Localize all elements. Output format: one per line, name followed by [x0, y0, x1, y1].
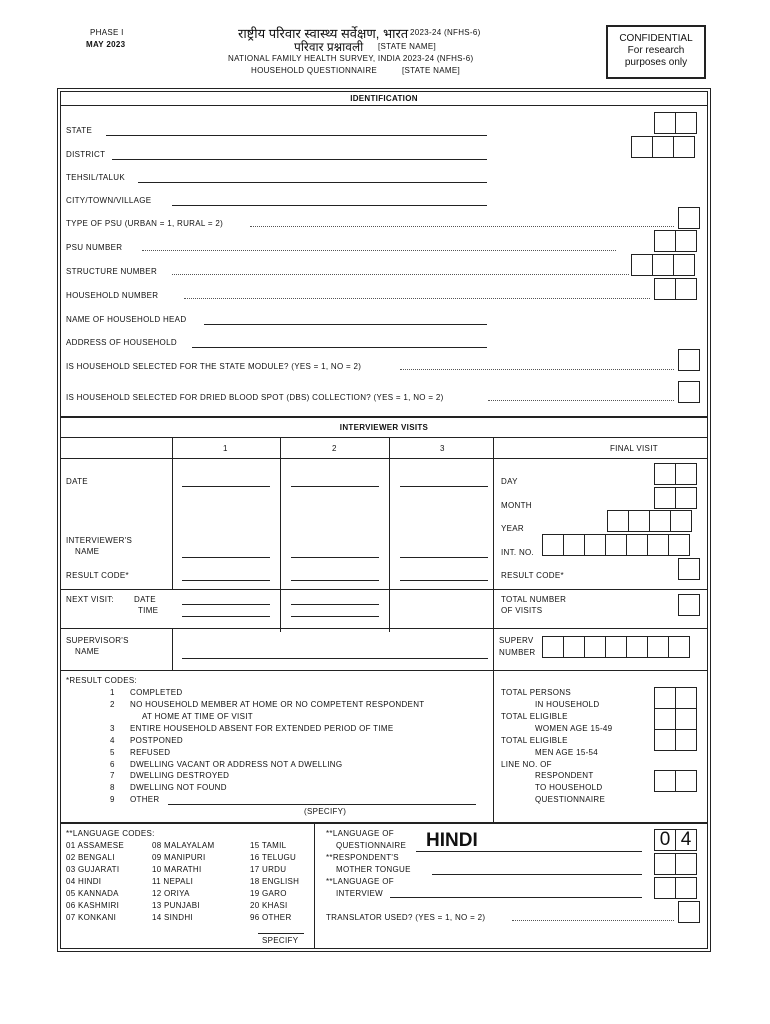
total-persons-boxes[interactable] [655, 687, 697, 709]
line-no-boxes[interactable] [655, 770, 697, 792]
visit-1-next-time[interactable] [182, 616, 270, 617]
mother-tongue-label: **RESPONDENT'S [326, 853, 399, 862]
state-field[interactable] [106, 135, 487, 136]
language-code: 02 BENGALI [66, 853, 115, 862]
psu-type-box[interactable] [679, 207, 700, 229]
language-code: 11 NEPALI [152, 877, 194, 886]
supervisor-divider [172, 628, 173, 670]
household-head-label: NAME OF HOUSEHOLD HEAD [66, 315, 187, 324]
result-code-num: 1 [110, 688, 115, 697]
next-visit-label: NEXT VISIT: [66, 595, 115, 604]
line-no-label-4: QUESTIONNAIRE [535, 795, 606, 804]
state-label: STATE [66, 126, 93, 135]
supervisor-name-field[interactable] [182, 658, 488, 659]
language-code: 13 PUNJABI [152, 901, 200, 910]
final-visit-header: FINAL VISIT [610, 444, 658, 453]
state-name-placeholder: [STATE NAME] [378, 42, 436, 51]
confidential-box [606, 25, 706, 79]
total-women-boxes[interactable] [655, 708, 697, 730]
final-int-no-boxes[interactable] [543, 534, 690, 556]
final-month-boxes[interactable] [655, 487, 697, 509]
visit-2-date[interactable] [291, 486, 379, 487]
questionnaire-language-field[interactable] [416, 851, 642, 852]
state-name-placeholder-2: [STATE NAME] [402, 66, 460, 75]
phase-label: PHASE I [90, 28, 124, 37]
english-title: NATIONAL FAMILY HEALTH SURVEY, INDIA 2023-24 (NFHS-6) [228, 54, 474, 63]
hindi-title: राष्ट्रीय परिवार स्वास्थ्य सर्वेक्षण, भारत [238, 26, 409, 41]
visit-2-next-time[interactable] [291, 616, 379, 617]
mother-tongue-code-boxes[interactable] [655, 853, 697, 875]
result-code-num: 7 [110, 771, 115, 780]
result-code-text: REFUSED [130, 748, 171, 757]
supervisor-name-label: SUPERVISOR'S [66, 636, 129, 645]
district-label: DISTRICT [66, 150, 106, 159]
state-module-label: IS HOUSEHOLD SELECTED FOR THE STATE MODULE? (YES = 1, NO = 2) [66, 362, 362, 371]
visits-row-rule-1 [60, 589, 708, 590]
total-visits-label: TOTAL NUMBER [501, 595, 567, 604]
interviewer-name-label: INTERVIEWER'S [66, 536, 133, 545]
visits-divider-2 [280, 438, 281, 632]
household-number-label: HOUSEHOLD NUMBER [66, 291, 159, 300]
visits-row-rule-2 [60, 628, 708, 629]
confidential-label: CONFIDENTIAL [619, 33, 693, 44]
household-head-field[interactable] [204, 324, 487, 325]
total-men-boxes[interactable] [655, 729, 697, 751]
state-module-leader [400, 369, 674, 370]
final-result-label: RESULT CODE* [501, 571, 564, 580]
language-code: 12 ORIYA [152, 889, 190, 898]
superv-number-label-2: NUMBER [499, 648, 536, 657]
total-persons-label-2: IN HOUSEHOLD [535, 700, 600, 709]
mother-tongue-label-2: MOTHER TONGUE [336, 865, 411, 874]
questionnaire-language-label-2: QUESTIONNAIRE [336, 841, 407, 850]
household-number-leader [184, 298, 650, 299]
mother-tongue-field[interactable] [432, 874, 642, 875]
result-code-text: OTHER [130, 795, 160, 804]
tehsil-field[interactable] [138, 182, 487, 183]
result-code-text: DWELLING VACANT OR ADDRESS NOT A DWELLING [130, 760, 343, 769]
result-code-num: 2 [110, 700, 115, 709]
language-code: 20 KHASI [250, 901, 288, 910]
result-code-text: AT HOME AT TIME OF VISIT [142, 712, 253, 721]
language-code: 04 HINDI [66, 877, 102, 886]
questionnaire-language-code-boxes[interactable] [655, 829, 697, 851]
psu-number-leader [142, 250, 616, 251]
language-code: 07 KONKANI [66, 913, 117, 922]
translator-leader [512, 920, 674, 921]
address-label: ADDRESS OF HOUSEHOLD [66, 338, 177, 347]
visits-row-rule-3 [60, 670, 708, 671]
questionnaire-language-value[interactable]: HINDI [426, 830, 478, 851]
visit-1-interviewer[interactable] [182, 557, 270, 558]
next-visit-time-label: TIME [138, 606, 159, 615]
result-code-text: POSTPONED [130, 736, 183, 745]
tehsil-label: TEHSIL/TALUK [66, 173, 126, 182]
confidential-line-3: purposes only [624, 57, 688, 68]
visit-3-interviewer[interactable] [400, 557, 488, 558]
district-code-boxes[interactable] [632, 136, 695, 158]
dbs-label: IS HOUSEHOLD SELECTED FOR DRIED BLOOD SPOT (DBS) COLLECTION? (YES = 1, NO = 2) [66, 393, 444, 402]
structure-number-label: STRUCTURE NUMBER [66, 267, 158, 276]
visit-2-next-date[interactable] [291, 604, 379, 605]
district-field[interactable] [112, 159, 487, 160]
result-code-num: 3 [110, 724, 115, 733]
result-code-text: ENTIRE HOUSEHOLD ABSENT FOR EXTENDED PERIOD OF TIME [130, 724, 394, 733]
final-int-no-label: INT. NO. [501, 548, 535, 557]
hindi-year: 2023-24 (NFHS-6) [410, 28, 481, 37]
visit-2-result[interactable] [291, 580, 379, 581]
language-code: 16 TELUGU [250, 853, 297, 862]
date-label: DATE [66, 477, 88, 486]
interview-language-field[interactable] [390, 897, 642, 898]
questionnaire-language-code-2[interactable]: 4 [675, 829, 697, 851]
supervisor-name-label-2: NAME [75, 647, 100, 656]
interview-language-label: **LANGUAGE OF [326, 877, 394, 886]
questionnaire-language-code-1[interactable]: 0 [654, 829, 676, 851]
visit-1-date[interactable] [182, 486, 270, 487]
language-code: 03 GUJARATI [66, 865, 120, 874]
total-men-label: TOTAL ELIGIBLE [501, 736, 568, 745]
translator-label: TRANSLATOR USED? (YES = 1, NO = 2) [326, 913, 486, 922]
language-code: 17 URDU [250, 865, 287, 874]
result-specify-label: (SPECIFY) [304, 807, 347, 816]
final-day-boxes[interactable] [655, 463, 697, 485]
other-language-specify-field[interactable] [258, 933, 304, 934]
total-visits-box[interactable] [679, 594, 700, 616]
other-result-specify-field[interactable] [168, 804, 476, 805]
total-women-label: TOTAL ELIGIBLE [501, 712, 568, 721]
state-module-box[interactable] [679, 349, 700, 371]
state-code-boxes[interactable] [655, 112, 697, 134]
superv-number-label: SUPERV [499, 636, 534, 645]
visit-col-3: 3 [440, 444, 445, 453]
next-visit-date-label: DATE [134, 595, 156, 604]
visit-col-1: 1 [223, 444, 228, 453]
language-code: 15 TAMIL [250, 841, 287, 850]
visits-col-header-rule [60, 458, 708, 459]
total-visits-label-2: OF VISITS [501, 606, 543, 615]
questionnaire-language-label: **LANGUAGE OF [326, 829, 394, 838]
result-code-num: 9 [110, 795, 115, 804]
final-day-label: DAY [501, 477, 518, 486]
household-number-boxes[interactable] [655, 278, 697, 300]
interview-language-label-2: INTERVIEW [336, 889, 384, 898]
visits-divider-3 [389, 438, 390, 632]
total-men-label-2: MEN AGE 15-54 [535, 748, 599, 757]
language-code: 18 ENGLISH [250, 877, 300, 886]
language-code: 19 GARO [250, 889, 287, 898]
result-code-num: 5 [110, 748, 115, 757]
language-code: 10 MARATHI [152, 865, 202, 874]
total-persons-label: TOTAL PERSONS [501, 688, 571, 697]
result-code-num: 4 [110, 736, 115, 745]
hindi-subtitle: परिवार प्रश्नावली [294, 40, 364, 54]
total-women-label-2: WOMEN AGE 15-49 [535, 724, 613, 733]
final-year-label: YEAR [501, 524, 524, 533]
visit-3-result[interactable] [400, 580, 488, 581]
dbs-leader [488, 400, 674, 401]
address-field[interactable] [192, 347, 487, 348]
language-code: 01 ASSAMESE [66, 841, 124, 850]
line-no-label-3: TO HOUSEHOLD [535, 783, 603, 792]
psu-type-leader [250, 226, 674, 227]
language-specify-label: SPECIFY [262, 936, 299, 945]
language-code: 06 KASHMIRI [66, 901, 120, 910]
result-code-label: RESULT CODE* [66, 571, 129, 580]
result-code-text: DWELLING DESTROYED [130, 771, 230, 780]
interview-language-code-boxes[interactable] [655, 877, 697, 899]
visits-header: INTERVIEWER VISITS [60, 416, 708, 438]
language-codes-title: **LANGUAGE CODES: [66, 829, 155, 838]
result-code-num: 6 [110, 760, 115, 769]
phase-date: MAY 2023 [86, 40, 126, 49]
result-code-num: 8 [110, 783, 115, 792]
visits-divider-final [493, 438, 494, 822]
language-code: 96 OTHER [250, 913, 292, 922]
identification-header: IDENTIFICATION [60, 91, 708, 106]
visit-3-date[interactable] [400, 486, 488, 487]
psu-number-label: PSU NUMBER [66, 243, 123, 252]
visit-2-interviewer[interactable] [291, 557, 379, 558]
visits-divider-1 [172, 438, 173, 589]
structure-number-boxes[interactable] [632, 254, 695, 276]
languages-divider [314, 823, 315, 949]
visit-1-result[interactable] [182, 580, 270, 581]
city-field[interactable] [172, 205, 487, 206]
language-code: 05 KANNADA [66, 889, 119, 898]
result-code-text: DWELLING NOT FOUND [130, 783, 227, 792]
language-code: 14 SINDHI [152, 913, 193, 922]
result-code-text: COMPLETED [130, 688, 183, 697]
result-code-text: NO HOUSEHOLD MEMBER AT HOME OR NO COMPETENT RESPONDENT [130, 700, 425, 709]
final-month-label: MONTH [501, 501, 532, 510]
languages-top-rule [60, 822, 708, 824]
translator-box[interactable] [679, 901, 700, 923]
language-code: 08 MALAYALAM [152, 841, 215, 850]
final-year-boxes[interactable] [608, 510, 692, 532]
psu-number-boxes[interactable] [655, 230, 697, 252]
city-label: CITY/TOWN/VILLAGE [66, 196, 152, 205]
final-result-box[interactable] [679, 558, 700, 580]
confidential-line-2: For research [627, 45, 685, 56]
supervisor-number-boxes[interactable] [543, 636, 690, 658]
visit-1-next-date[interactable] [182, 604, 270, 605]
interviewer-name-label-2: NAME [75, 547, 100, 556]
structure-number-leader [172, 274, 629, 275]
result-codes-title: *RESULT CODES: [66, 676, 138, 685]
dbs-box[interactable] [679, 381, 700, 403]
psu-type-label: TYPE OF PSU (URBAN = 1, RURAL = 2) [66, 219, 224, 228]
line-no-label: LINE NO. OF [501, 760, 552, 769]
english-subtitle: HOUSEHOLD QUESTIONNAIRE [251, 66, 378, 75]
line-no-label-2: RESPONDENT [535, 771, 594, 780]
visit-col-2: 2 [332, 444, 337, 453]
language-code: 09 MANIPURI [152, 853, 206, 862]
